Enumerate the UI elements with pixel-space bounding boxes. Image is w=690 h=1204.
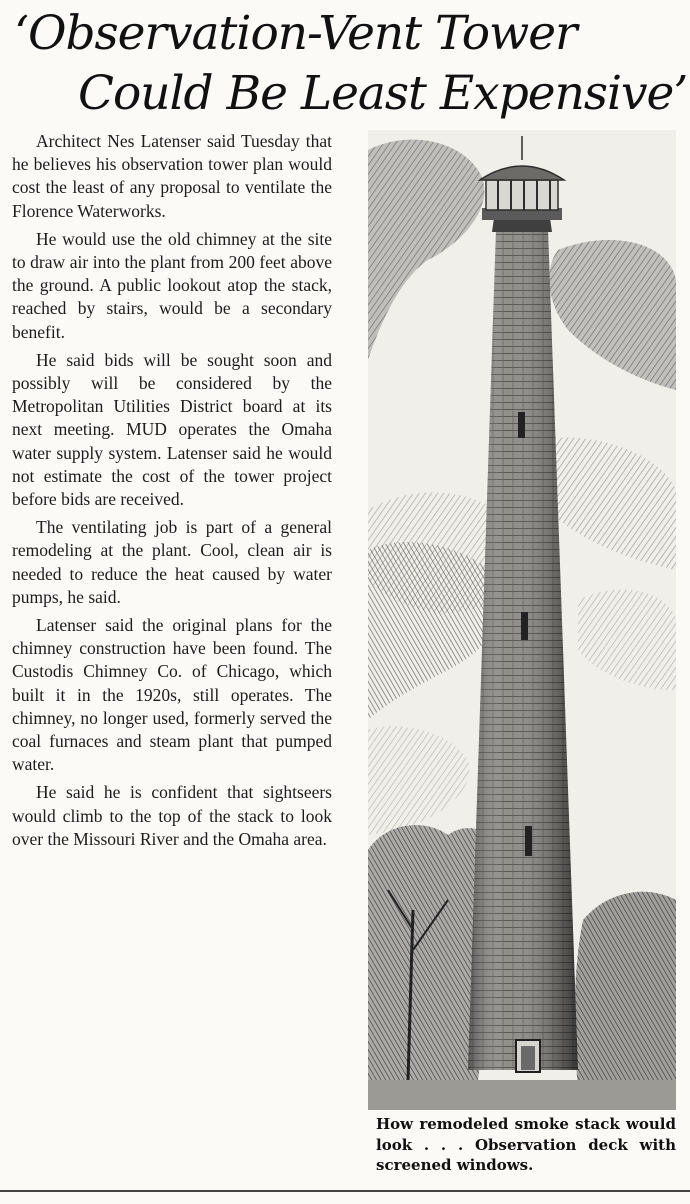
trees-right <box>575 892 676 1090</box>
article-body <box>12 130 332 1190</box>
headline-line-2: Could Be Least Expensive’ <box>78 66 688 121</box>
article-paragraph-1: Architect Nes Latenser said Tuesday that he believes his observation tower plan would cost the least of any proposal to ventilate the Florence Waterworks. <box>12 131 332 221</box>
article-paragraph-2: He would use the old chimney at the site to draw air into the plant from 200 feet above the ground. A public lookout atop the stack, reached by stairs, would be a secondary benefit. <box>12 228 332 342</box>
bottom-rule <box>0 1190 690 1192</box>
figure-caption: How remodeled smoke stack would look . . . Observation deck with screened windows. <box>376 1115 676 1174</box>
tower-sketch-svg <box>368 130 676 1110</box>
figure <box>368 130 676 1190</box>
article-paragraph-6: He said he is confident that sightseers would climb to the top of the stack to look over the Missouri River and the Omaha area. <box>12 782 332 849</box>
headline-line-1: ‘Observation-Vent Tower <box>14 6 577 61</box>
smoke-stack-illustration <box>368 130 676 1110</box>
article-paragraph-5: Latenser said the original plans for the chimney construction have been found. The Custodis Chimney Co. of Chicago, which built it in the 1920s, still operates. The chimney, no longer used, formerly served the coal furnaces and steam plant that pumped water. <box>12 615 332 775</box>
headline <box>0 0 690 128</box>
article-paragraph-3: He said bids will be sought soon and possibly will be considered by the Metropolitan Utilities District board at its next meeting. MUD operates the Omaha water supply system. Latenser said he would not estimate the cost of the tower project before bids are received. <box>12 349 332 510</box>
article-paragraph-4: The ventilating job is part of a general remodeling at the plant. Cool, clean air is needed to reduce the heat caused by water pumps, he said. <box>12 517 332 607</box>
